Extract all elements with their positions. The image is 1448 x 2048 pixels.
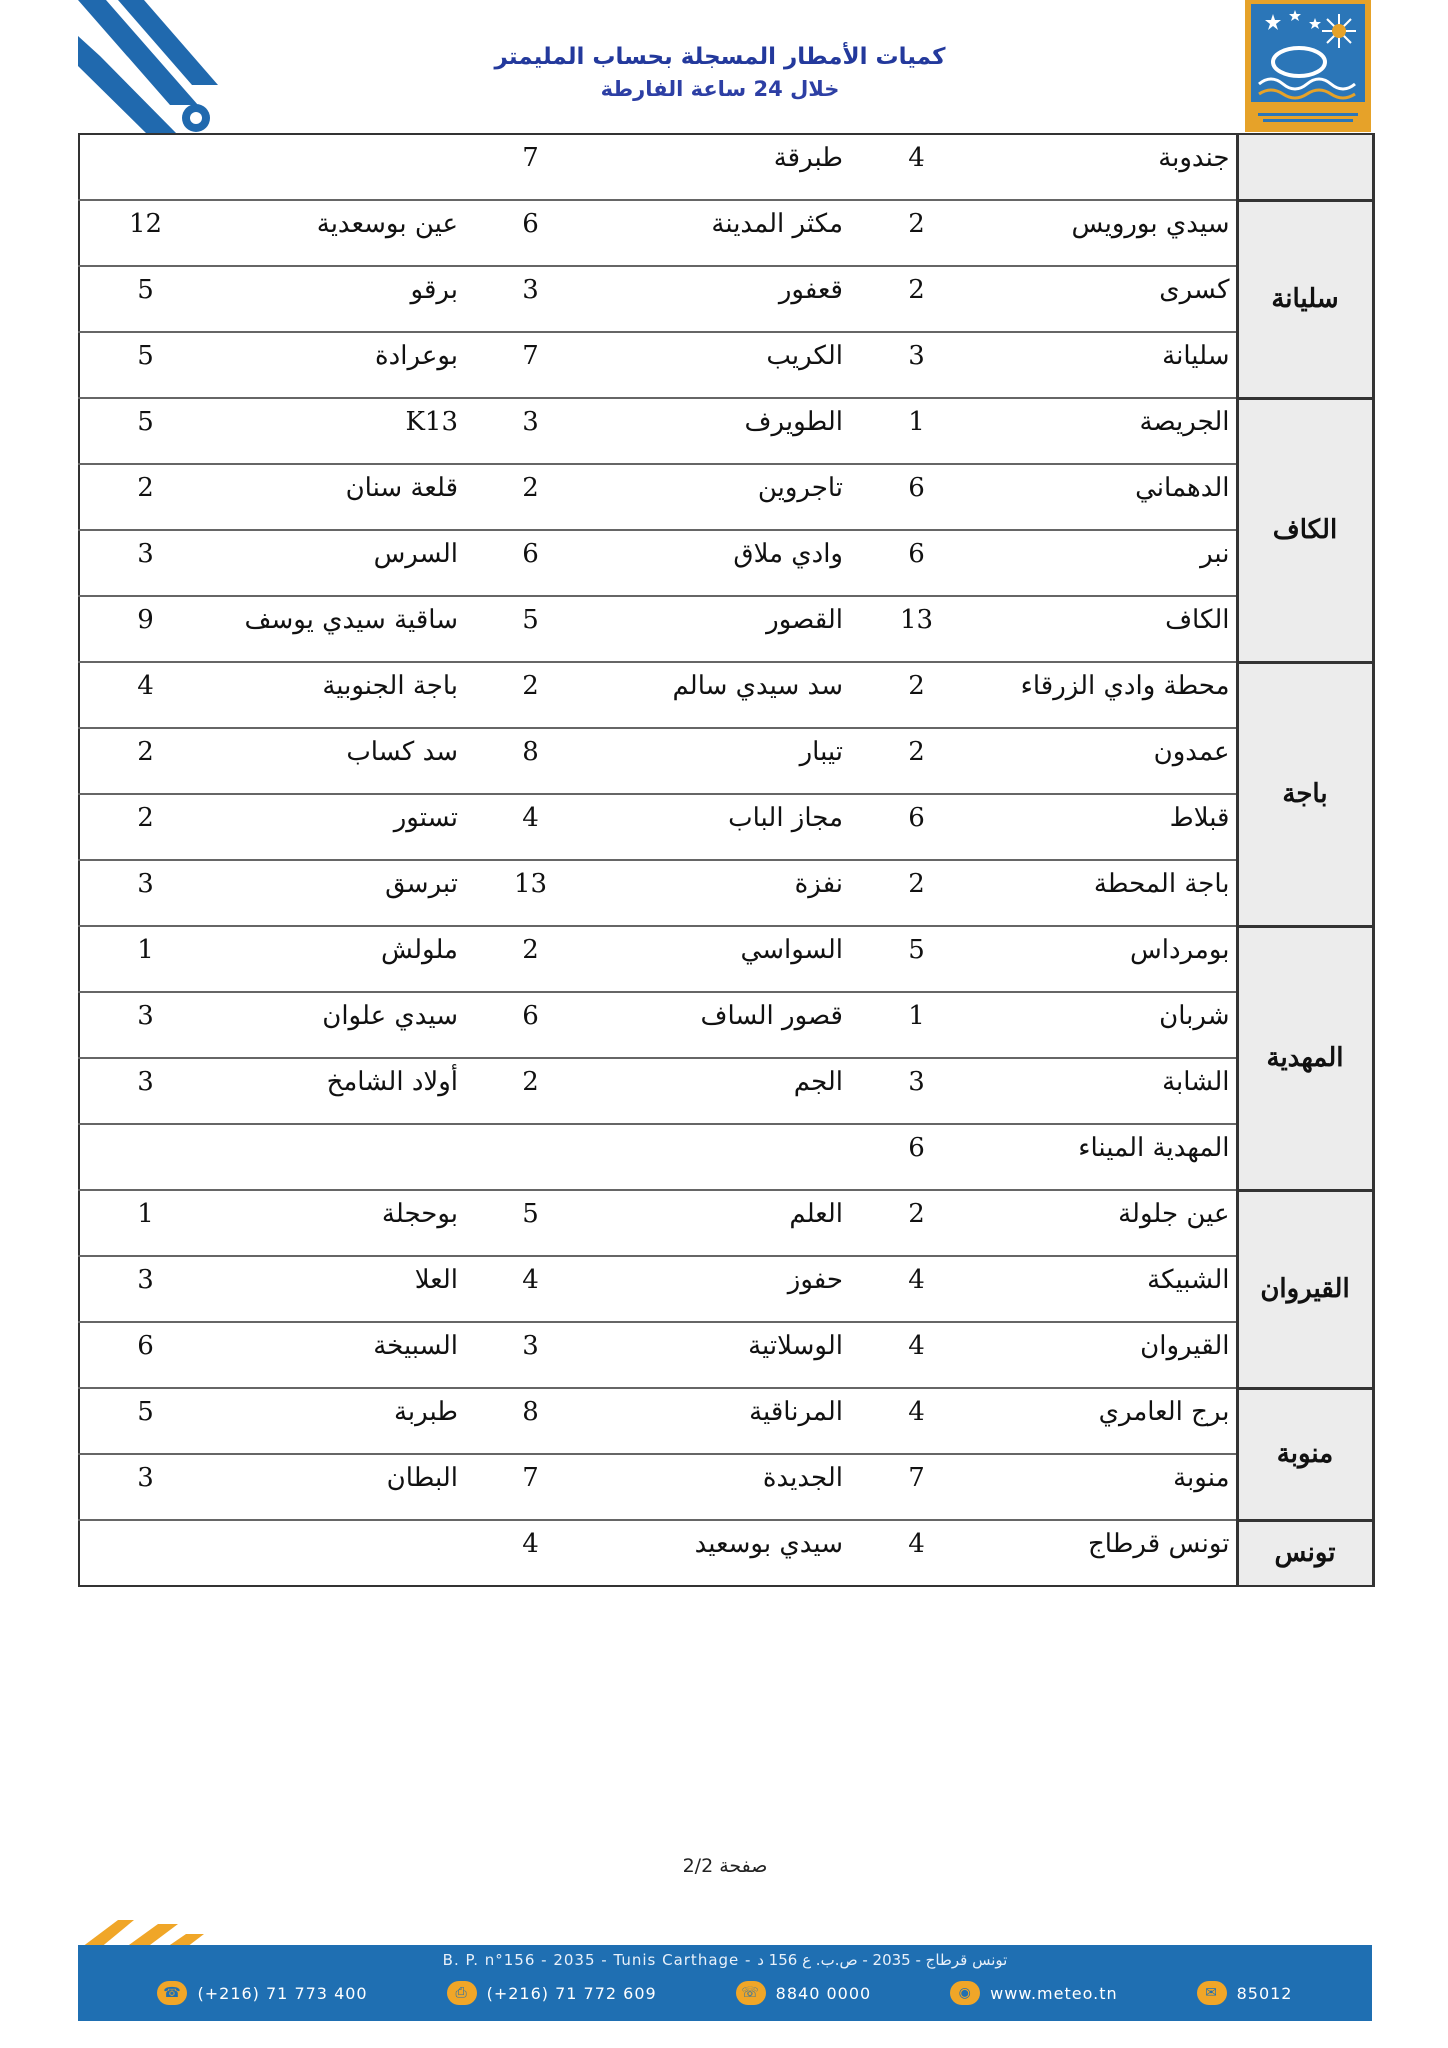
rainfall-value: 2 [464,926,597,992]
phone-icon: ☎ [157,1981,187,2005]
station-name: شربان [984,992,1237,1058]
station-name: الوسلاتية [597,1322,849,1388]
rainfall-value: 8 [464,1388,597,1454]
station-name: أولاد الشامخ [211,1058,464,1124]
institute-logo [1245,0,1371,132]
rainfall-value: 3 [464,398,597,464]
station-name: تستور [211,794,464,860]
rainfall-value: 1 [849,398,984,464]
rainfall-value: 2 [79,464,211,530]
station-name: الشابة [984,1058,1237,1124]
rainfall-value [79,134,211,200]
table-row [79,992,1373,1058]
rainfall-value: 3 [79,1454,211,1520]
rainfall-value: 6 [849,794,984,860]
rainfall-value: 6 [849,1124,984,1190]
governorate-cell: باجة [1237,662,1373,926]
governorate-cell: الكاف [1237,398,1373,662]
table-row [79,1190,1373,1256]
station-name: سليانة [984,332,1237,398]
station-name: السبيخة [211,1322,464,1388]
table-row [79,1520,1373,1586]
station-name [211,1520,464,1586]
rainfall-value: 4 [849,1322,984,1388]
table-row [79,1256,1373,1322]
logo-caption [1249,106,1367,128]
station-name [211,1124,464,1190]
rainfall-value: 4 [849,1388,984,1454]
rainfall-value: 6 [464,530,597,596]
rainfall-value: 3 [79,992,211,1058]
globe-icon: ◉ [950,1981,980,2005]
station-name: بومرداس [984,926,1237,992]
station-name: تونس قرطاج [984,1520,1237,1586]
rainfall-value: 2 [464,1058,597,1124]
page-number: صفحة 2/2 [682,1855,768,1877]
station-name: قلعة سنان [211,464,464,530]
sms-icon: ✉ [1197,1981,1227,2005]
title-line-1: كميات الأمطار المسجلة بحساب المليمتر [494,44,946,70]
rainfall-value: 8 [464,728,597,794]
rainfall-value: 1 [79,1190,211,1256]
station-name: K13 [211,398,464,464]
governorate-cell: القيروان [1237,1190,1373,1388]
rainfall-value: 4 [79,662,211,728]
rainfall-value: 2 [849,662,984,728]
station-name [211,134,464,200]
table-row [79,332,1373,398]
station-name: منوبة [984,1454,1237,1520]
station-name: سيدي بورويس [984,200,1237,266]
rainfall-value: 3 [79,1256,211,1322]
rainfall-value: 5 [464,596,597,662]
station-name: طبرقة [597,134,849,200]
station-name: تاجروين [597,464,849,530]
weather-emblem-icon [1251,4,1365,102]
rainfall-value: 1 [79,926,211,992]
station-name: العلم [597,1190,849,1256]
table-row [79,1322,1373,1388]
table-row [79,398,1373,464]
station-name: ساقية سيدي يوسف [211,596,464,662]
rainfall-value: 1 [849,992,984,1058]
rainfall-value: 4 [849,134,984,200]
station-name: باجة المحطة [984,860,1237,926]
station-name: القيروان [984,1322,1237,1388]
station-name: بوحجلة [211,1190,464,1256]
fax-icon: ⎙ [447,1981,477,2005]
station-name: السواسي [597,926,849,992]
station-name: سيدي علوان [211,992,464,1058]
table-row [79,728,1373,794]
rainfall-value: 6 [464,200,597,266]
rainfall-value: 2 [464,464,597,530]
table-row [79,1058,1373,1124]
station-name: قعفور [597,266,849,332]
station-name: بوعرادة [211,332,464,398]
rainfall-table [78,133,1375,1587]
station-name: الجديدة [597,1454,849,1520]
table-row [79,1124,1373,1190]
rainfall-value: 2 [849,728,984,794]
rainfall-value [79,1124,211,1190]
contact-text: (+216) 71 772 609 [486,1983,657,2003]
station-name: مكثر المدينة [597,200,849,266]
governorate-cell: منوبة [1237,1388,1373,1520]
station-name: الشبيكة [984,1256,1237,1322]
station-name: برج العامري [984,1388,1237,1454]
rainfall-value [79,1520,211,1586]
table-row [79,1388,1373,1454]
table-row [79,926,1373,992]
rainfall-value: 2 [849,860,984,926]
hotline-icon: ☏ [736,1981,766,2005]
rainfall-value: 4 [849,1520,984,1586]
contact-sms[interactable] [1197,1981,1293,2005]
table-row [79,1454,1373,1520]
footer-bar [78,1945,1372,2021]
station-name: برقو [211,266,464,332]
station-name [597,1124,849,1190]
document-title [380,40,1060,104]
rainfall-value: 2 [79,728,211,794]
station-name: تيبار [597,728,849,794]
rainfall-value: 2 [849,200,984,266]
table-row [79,266,1373,332]
governorate-cell [1237,134,1373,200]
station-name: سيدي بوسعيد [597,1520,849,1586]
rainfall-value: 2 [464,662,597,728]
contact-fax[interactable] [447,1981,657,2005]
station-name: عمدون [984,728,1237,794]
station-name: الكريب [597,332,849,398]
rainfall-value: 13 [464,860,597,926]
station-name: جندوبة [984,134,1237,200]
station-name: السرس [211,530,464,596]
table-row [79,662,1373,728]
station-name: وادي ملاق [597,530,849,596]
station-name: العلا [211,1256,464,1322]
decorative-stripes-logo [78,0,228,135]
rainfall-value: 3 [464,266,597,332]
table-row [79,596,1373,662]
rainfall-value: 5 [79,266,211,332]
rainfall-value: 2 [849,266,984,332]
rainfall-value: 13 [849,596,984,662]
rainfall-value: 7 [849,1454,984,1520]
station-name: قصور الساف [597,992,849,1058]
table-row [79,200,1373,266]
rainfall-value: 3 [464,1322,597,1388]
station-name: طبربة [211,1388,464,1454]
station-name: المهدية الميناء [984,1124,1237,1190]
rainfall-value: 7 [464,1454,597,1520]
station-name: الدهماني [984,464,1237,530]
station-name: نبر [984,530,1237,596]
governorate-cell: سليانة [1237,200,1373,398]
rainfall-value: 5 [849,926,984,992]
station-name: عين جلولة [984,1190,1237,1256]
station-name: الجم [597,1058,849,1124]
station-name: نفزة [597,860,849,926]
station-name: سد كساب [211,728,464,794]
rainfall-value: 2 [849,1190,984,1256]
table-row [79,530,1373,596]
station-name: كسرى [984,266,1237,332]
table-row [79,134,1373,200]
station-name: قبلاط [984,794,1237,860]
rainfall-value: 5 [464,1190,597,1256]
rainfall-value: 6 [849,530,984,596]
station-name: باجة الجنوبية [211,662,464,728]
station-name: البطان [211,1454,464,1520]
station-name: سد سيدي سالم [597,662,849,728]
rainfall-value: 6 [79,1322,211,1388]
rainfall-value: 5 [79,398,211,464]
station-name: عين بوسعدية [211,200,464,266]
contact-text: 85012 [1236,1983,1293,2003]
contact-website[interactable] [950,1981,1117,2005]
station-name: المرناقية [597,1388,849,1454]
station-name: الجريصة [984,398,1237,464]
rainfall-value: 4 [849,1256,984,1322]
rainfall-value: 3 [849,332,984,398]
contact-text: (+216) 71 773 400 [197,1983,368,2003]
station-name: ملولش [211,926,464,992]
rainfall-value: 12 [79,200,211,266]
station-name: القصور [597,596,849,662]
rainfall-value: 3 [79,530,211,596]
table-row [79,794,1373,860]
governorate-cell: تونس [1237,1520,1373,1586]
station-name: حفوز [597,1256,849,1322]
rainfall-value: 3 [849,1058,984,1124]
station-name: مجاز الباب [597,794,849,860]
contact-hotline[interactable] [736,1981,872,2005]
rainfall-value: 7 [464,134,597,200]
contact-phone[interactable] [157,1981,367,2005]
rainfall-value: 7 [464,332,597,398]
table-row [79,464,1373,530]
rainfall-value: 6 [464,992,597,1058]
rainfall-value: 3 [79,860,211,926]
rainfall-value [464,1124,597,1190]
rainfall-value: 6 [849,464,984,530]
rainfall-value: 5 [79,332,211,398]
footer-address: B. P. n°156 - 2035 - Tunis Carthage - تونس قرطاج - 2035 - ص.ب. ع 156 د [442,1951,1008,1969]
footer-contacts [78,1981,1372,2005]
contact-text: 8840 0000 [775,1983,872,2003]
station-name: محطة وادي الزرقاء [984,662,1237,728]
station-name: الكاف [984,596,1237,662]
station-name: تبرسق [211,860,464,926]
rainfall-value: 4 [464,1256,597,1322]
table-row [79,860,1373,926]
contact-text: www.meteo.tn [990,1983,1118,2003]
rainfall-value: 3 [79,1058,211,1124]
title-line-2: خلال 24 ساعة الفارطة [600,77,840,101]
rainfall-value: 4 [464,1520,597,1586]
station-name: الطويرف [597,398,849,464]
governorate-cell: المهدية [1237,926,1373,1190]
rainfall-value: 9 [79,596,211,662]
rainfall-value: 2 [79,794,211,860]
rainfall-value: 5 [79,1388,211,1454]
rainfall-value: 4 [464,794,597,860]
